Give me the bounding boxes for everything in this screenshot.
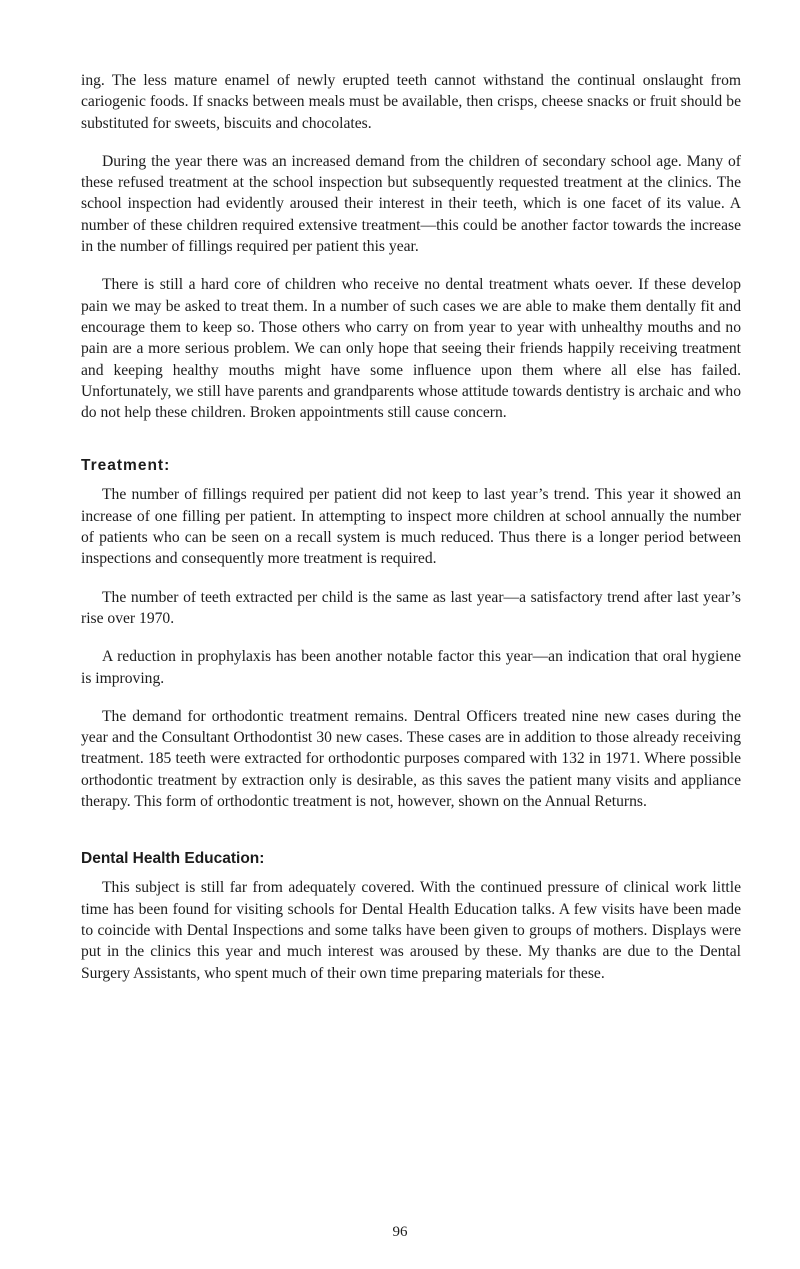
paragraph-prophylaxis: A reduction in prophylaxis has been another notable factor this year—an indication that oral hygiene is improving. — [81, 648, 741, 687]
paragraph-secondary-school-demand: During the year there was an increased demand from the children of secondary school age. Many of these refused treatment at the school inspection but subsequently requested treatment at the clinics. The school inspection had evidently aroused their interest in their teeth, which is one facet of its value. A number of these children required extensive treatment—this could be another factor towards the increase in the number of fillings required per patient this year. — [81, 152, 741, 256]
section-heading-treatment: Treatment: — [81, 457, 171, 475]
paragraph-extractions: The number of teeth extracted per child is the same as last year—a satisfactory trend after last year’s rise over 1970. — [81, 588, 741, 627]
page-number: 96 — [392, 1224, 408, 1240]
paragraph-dental-health-education: This subject is still far from adequately covered. With the continued pressure of clinical work little time has been found for visiting schools for Dental Health Education talks. A few visits have been made to coincide with Dental Inspections and some talks have been given to groups of mothers. Displays were put in the clinics this year and much interest was aroused by these. My thanks are due to the Dental Surgery Assistants, who spent much of their own time preparing materials for these. — [81, 879, 741, 982]
paragraph-orthodontic: The demand for orthodontic treatment remains. Dentral Officers treated nine new cases during the year and the Consultant Orthodontist 30 new cases. These cases are in addition to those already receiving treatment. 185 teeth were extracted for orthodontic purposes compared with 132 in 1971. Where possible orthodontic treatment by extraction only is desirable, as this saves the patient many visits and appliance therapy. This form of orthodontic treatment is not, however, shown on the Annual Returns. — [81, 707, 741, 811]
document-body — [81, 70, 741, 1001]
paragraph-continuation: ing. The less mature enamel of newly erupted teeth cannot withstand the continual onslaught from cariogenic foods. If snacks between meals must be available, then crisps, cheese snacks or fruit should be substituted for sweets, biscuits and chocolates. — [81, 72, 741, 132]
section-heading-dental-health-education: Dental Health Education: — [81, 850, 265, 868]
paragraph-hard-core-children: There is still a hard core of children who receive no dental treatment whats oever. If these develop pain we may be asked to treat them. In a number of such cases we are able to make them dentally fit and encourage them to keep so. Those others who carry on from year to year with unhealthy mouths and no pain are a more serious problem. We can only hope that seeing their friends happily receiving treatment and keeping healthy mouths might have some influence upon them where all else has failed. Unfortunately, we still have parents and grandparents whose attitude towards dentistry is archaic and who do not help these children. Broken appointments still cause concern. — [81, 276, 741, 422]
paragraph-fillings: The number of fillings required per patient did not keep to last year’s trend. This year it showed an increase of one filling per patient. In attempting to inspect more children at school annually the number of patients who can be seen on a recall system is much reduced. Thus there is a longer period between inspections and consequently more treatment is required. — [81, 486, 741, 568]
